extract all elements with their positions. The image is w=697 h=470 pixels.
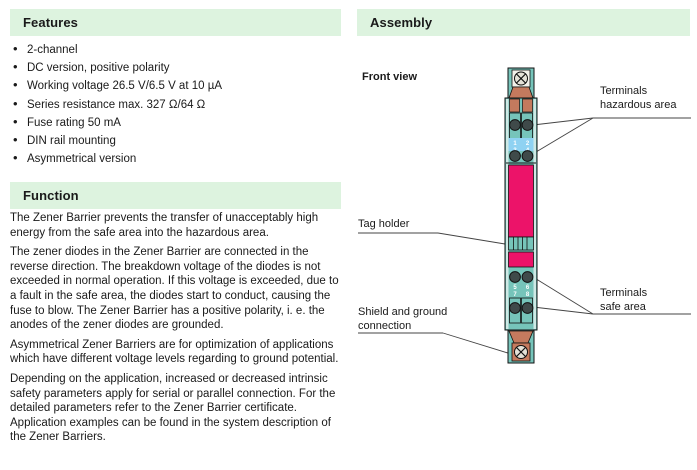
terminal-screw	[522, 272, 533, 283]
terminal-number: 7	[513, 292, 517, 298]
features-section-header	[10, 9, 341, 36]
terminal-screw	[522, 151, 533, 162]
function-text	[10, 211, 343, 450]
label-area-lower	[509, 252, 534, 267]
terminal-number: 5	[513, 285, 517, 291]
terminal-number: 8	[525, 292, 530, 298]
leader-tag-holder	[438, 233, 505, 244]
terminal-screw	[510, 151, 521, 162]
callout-line: Tag holder	[358, 218, 410, 230]
callout-line: connection	[358, 319, 412, 332]
device-top-cap	[508, 68, 534, 99]
function-paragraph: The zener diodes in the Zener Barrier are connected in the reverse direction. The breakdown voltage of the diodes is not exceeded in normal operation. If this voltage is exceeded, due to a fault in the safe area, the diodes start to conduct, causing the fuse to blow. The Zener Barrier has a positive polarity, i. e. the anodes of the zener diodes are grounded.	[10, 246, 339, 332]
terminal-screw	[510, 272, 521, 283]
function-paragraph: The Zener Barrier prevents the transfer of unacceptably high energy from the safe area into the hazardous area.	[10, 212, 319, 239]
callout-shield-ground	[358, 306, 447, 333]
front-view-label: Front view	[362, 71, 418, 83]
assembly-section-header	[357, 9, 690, 36]
terminal-screw	[522, 120, 533, 131]
terminals-hazardous-upper	[510, 113, 533, 139]
device-bottom-cap	[508, 330, 534, 363]
terminal-number: 1	[513, 141, 517, 147]
list-item: • Asymmetrical version	[12, 153, 341, 166]
list-item: • Working voltage 26.5 V/6.5 V at 10 µA	[12, 80, 341, 93]
terminal-number: 2	[525, 141, 530, 147]
terminal-number: 6	[525, 285, 530, 291]
function-paragraph: Asymmetrical Zener Barriers are for optimization of applications which have different voltage levels regarding to ground potential.	[10, 338, 339, 366]
label-area-upper	[509, 165, 534, 237]
leader-hazardous-1	[533, 118, 593, 125]
terminal-screw	[522, 303, 533, 314]
callout-terminals-hazardous	[600, 85, 676, 112]
features-list	[12, 44, 341, 171]
callout-line: Terminals	[600, 85, 648, 97]
terminals-safe-lower	[510, 298, 533, 323]
list-item: • 2-channel	[12, 44, 341, 57]
function-title: Function	[23, 188, 79, 203]
list-item: • Fuse rating 50 mA	[12, 117, 341, 130]
assembly-title: Assembly	[370, 15, 433, 30]
leader-shield	[443, 333, 511, 354]
function-paragraph: Depending on the application, increased or decreased intrinsic safety parameters apply for serial or parallel connection. For the detailed parameters refer to the Zener Barrier certificate. Application examples can be found in the system description of the Zener Barriers.	[10, 372, 336, 444]
callout-tag-holder	[358, 218, 409, 232]
callout-line: hazardous area	[600, 98, 677, 111]
list-item: • DIN rail mounting	[12, 135, 341, 148]
leader-hazardous-2	[531, 118, 593, 155]
top-clamp-copper	[509, 87, 533, 98]
callout-line: Terminals	[600, 287, 648, 299]
callout-terminals-safe	[600, 287, 647, 314]
terminal-screw	[510, 120, 521, 131]
callout-line: Shield and ground	[358, 306, 448, 318]
terminal-screw	[510, 303, 521, 314]
features-title: Features	[23, 15, 78, 30]
tag-holder	[509, 237, 534, 250]
callout-line: safe area	[600, 300, 646, 313]
device-body	[505, 98, 537, 330]
list-item: • DC version, positive polarity	[12, 62, 341, 75]
function-section-header	[10, 182, 341, 209]
list-item: • Series resistance max. 327 Ω/64 Ω	[12, 99, 341, 112]
